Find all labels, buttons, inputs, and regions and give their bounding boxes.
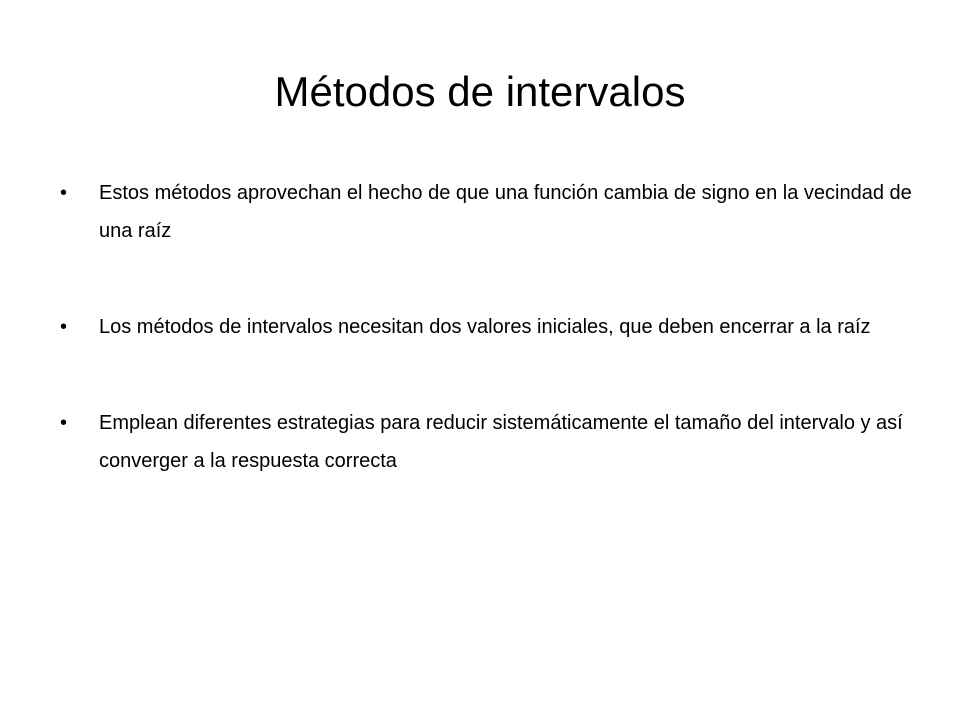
bullet-item bbox=[60, 308, 920, 346]
bullet-list bbox=[60, 174, 920, 538]
bullet-item bbox=[60, 174, 920, 250]
bullet-item bbox=[60, 404, 920, 480]
bullet-marker: • bbox=[60, 182, 68, 204]
bullet-marker: • bbox=[60, 412, 68, 434]
bullet-text: Estos métodos aprovechan el hecho de que una función cambia de signo en la vecindad de una raíz bbox=[99, 182, 912, 242]
bullet-text: Emplean diferentes estrategias para reducir sistemáticamente el tamaño del intervalo y así converger a la respuesta correcta bbox=[99, 412, 903, 472]
bullet-text: Los métodos de intervalos necesitan dos valores iniciales, que deben encerrar a la raíz bbox=[99, 316, 871, 338]
slide-title: Métodos de intervalos bbox=[274, 68, 686, 115]
bullet-marker: • bbox=[60, 316, 68, 338]
